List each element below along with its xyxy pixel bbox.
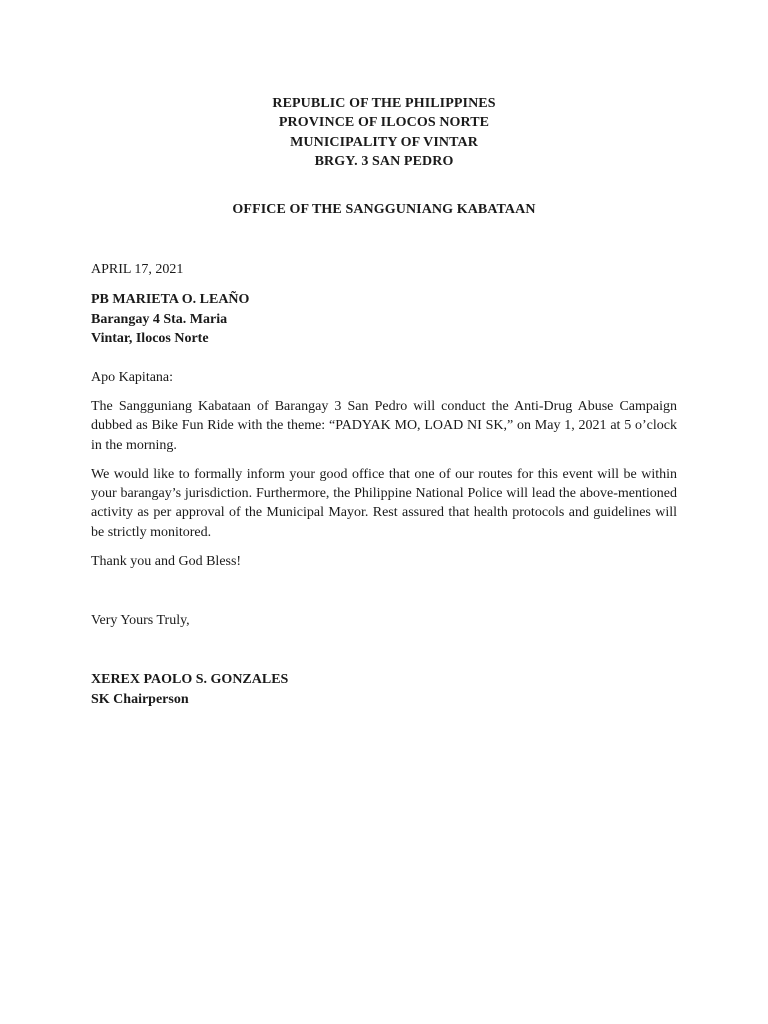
letterhead-republic: REPUBLIC OF THE PHILIPPINES: [272, 96, 496, 111]
complimentary-close: Very Yours Truly,: [91, 613, 190, 628]
thanks-line: Thank you and God Bless!: [91, 553, 242, 569]
letterhead: [0, 94, 768, 171]
recipient-block: [91, 290, 249, 349]
letter-body: [91, 368, 677, 581]
salutation: Apo Kapitana:: [91, 370, 174, 385]
letterhead-municipality: MUNICIPALITY OF VINTAR: [290, 134, 478, 150]
signatory-title: SK Chairperson: [91, 691, 189, 707]
recipient-name: PB MARIETA O. LEAÑO: [91, 292, 250, 307]
recipient-address-line1: Barangay 4 Sta. Maria: [91, 311, 228, 327]
letterhead-province: PROVINCE OF ILOCOS NORTE: [278, 115, 490, 131]
letterhead-barangay: BRGY. 3 SAN PEDRO: [314, 153, 454, 169]
signatory-name: XEREX PAOLO S. GONZALES: [91, 672, 289, 687]
body-paragraph-2: We would like to formally inform your good office that one of our routes for this event will be within your barangay’s jurisdiction. Furthermore, the Philippine National Police will lead the above-mentioned activity as per approval of the Municipal Mayor. Rest assured that health protocols and guidelines will be strictly monitored.: [91, 466, 677, 540]
letter-date: APRIL 17, 2021: [91, 262, 184, 277]
signatory-block: [91, 670, 288, 709]
office-title: OFFICE OF THE SANGGUNIANG KABATAAN: [232, 202, 536, 217]
recipient-address-line2: Vintar, Ilocos Norte: [91, 331, 209, 346]
body-paragraph-1: The Sangguniang Kabataan of Barangay 3 San Pedro will conduct the Anti-Drug Abuse Campaign dubbed as Bike Fun Ride with the theme: “PADYAK MO, LOAD NI SK,” on May 1, 2021 at 5 o’clock in the morning.: [91, 398, 677, 453]
